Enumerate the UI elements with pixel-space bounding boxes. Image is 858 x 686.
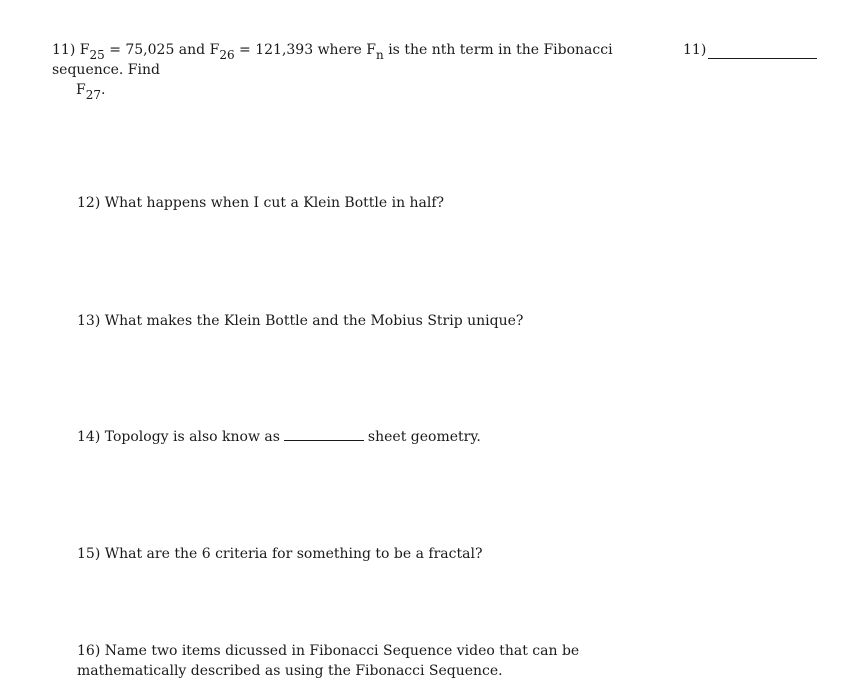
f26-symbol: F bbox=[209, 42, 220, 58]
f26-value: = 121,393 where bbox=[239, 42, 362, 58]
question-14 bbox=[77, 427, 481, 447]
question-13: 13) What makes the Klein Bottle and the Mobius Strip unique? bbox=[77, 313, 524, 329]
question-11-rest: is the nth term in the Fibonacci sequence. Find bbox=[52, 42, 613, 78]
f27-period: . bbox=[101, 82, 106, 98]
answer-label-11: 11) bbox=[683, 42, 707, 58]
fn-symbol: F bbox=[366, 42, 377, 58]
answer-blank-11[interactable] bbox=[708, 58, 817, 59]
question-11-number: 11) bbox=[52, 42, 76, 58]
question-15: 15) What are the 6 criteria for something to be a fractal? bbox=[77, 546, 483, 562]
f25-value: = 75,025 and bbox=[109, 42, 206, 58]
f25-symbol: F bbox=[79, 42, 90, 58]
f25-subscript: 25 bbox=[89, 48, 105, 62]
question-14-after: sheet geometry. bbox=[367, 429, 481, 445]
question-14-before: 14) Topology is also know as bbox=[77, 429, 280, 445]
f26-subscript: 26 bbox=[219, 48, 235, 62]
fill-in-blank[interactable] bbox=[284, 428, 364, 441]
question-11-continuation bbox=[52, 80, 672, 100]
f27-symbol: F bbox=[76, 82, 86, 98]
question-11 bbox=[52, 40, 672, 100]
fn-subscript: n bbox=[376, 48, 384, 62]
question-12: 12) What happens when I cut a Klein Bottle in half? bbox=[77, 195, 445, 211]
question-16: 16) Name two items dicussed in Fibonacci Sequence video that can be mathematically described as using the Fibonacci Sequence. bbox=[77, 643, 580, 679]
f27-subscript: 27 bbox=[85, 88, 101, 102]
